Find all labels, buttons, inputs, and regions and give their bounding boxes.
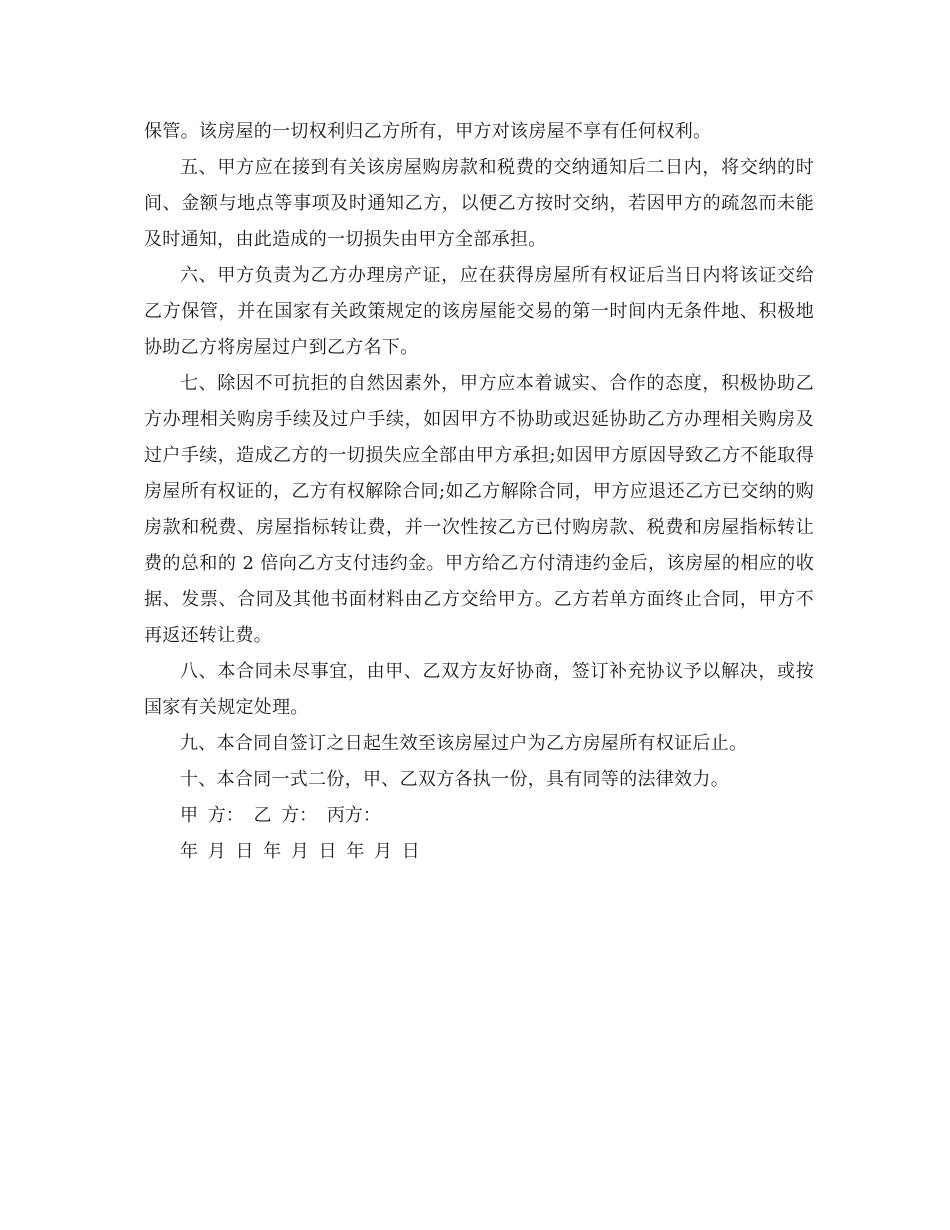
document-body <box>144 114 814 870</box>
clause-10: 十、本合同一式二份，甲、乙双方各执一份，具有同等的法律效力。 <box>180 769 729 790</box>
clause-7: 七、除因不可抗拒的自然因素外，甲方应本着诚实、合作的态度，积极协助乙方办理相关购房手续及过户手续，如因甲方不协助或迟延协助乙方办理相关购房及过户手续，造成乙方的一切损失应全部由甲方承担;如因甲方原因导致乙方不能取得房屋所有权证的，乙方有权解除合同;如乙方解除合同，甲方应退还乙方已交纳的购房款和税费、房屋指标转让费，并一次性按乙方已付购房款、税费和房屋指标转让费的总和的 2 倍向乙方支付违约金。甲方给乙方付清违约金后，该房屋的相应的收据、发票、合同及其他书面材料由乙方交给甲方。乙方若单方面终止合同，甲方不再返还转让费。 <box>144 373 814 646</box>
clause-6: 六、甲方负责为乙方办理房产证，应在获得房屋所有权证后当日内将该证交给乙方保管，并在国家有关政策规定的该房屋能交易的第一时间内无条件地、积极地协助乙方将房屋过户到乙方名下。 <box>144 265 814 358</box>
clause-9: 九、本合同自签订之日起生效至该房屋过户为乙方房屋所有权证后止。 <box>180 733 748 754</box>
clause-8: 八、本合同未尽事宜，由甲、乙双方友好协商，签订补充协议予以解决，或按国家有关规定处理。 <box>144 661 814 718</box>
date-line: 年 月 日 年 月 日 年 月 日 <box>180 841 420 862</box>
clause-continuation: 保管。该房屋的一切权利归乙方所有，甲方对该房屋不享有任何权利。 <box>144 121 712 142</box>
signature-line: 甲 方： 乙 方： 丙方： <box>180 805 381 826</box>
clause-5: 五、甲方应在接到有关该房屋购房款和税费的交纳通知后二日内，将交纳的时间、金额与地点等事项及时通知乙方，以便乙方按时交纳，若因甲方的疏忽而未能及时通知，由此造成的一切损失由甲方全部承担。 <box>144 157 814 250</box>
